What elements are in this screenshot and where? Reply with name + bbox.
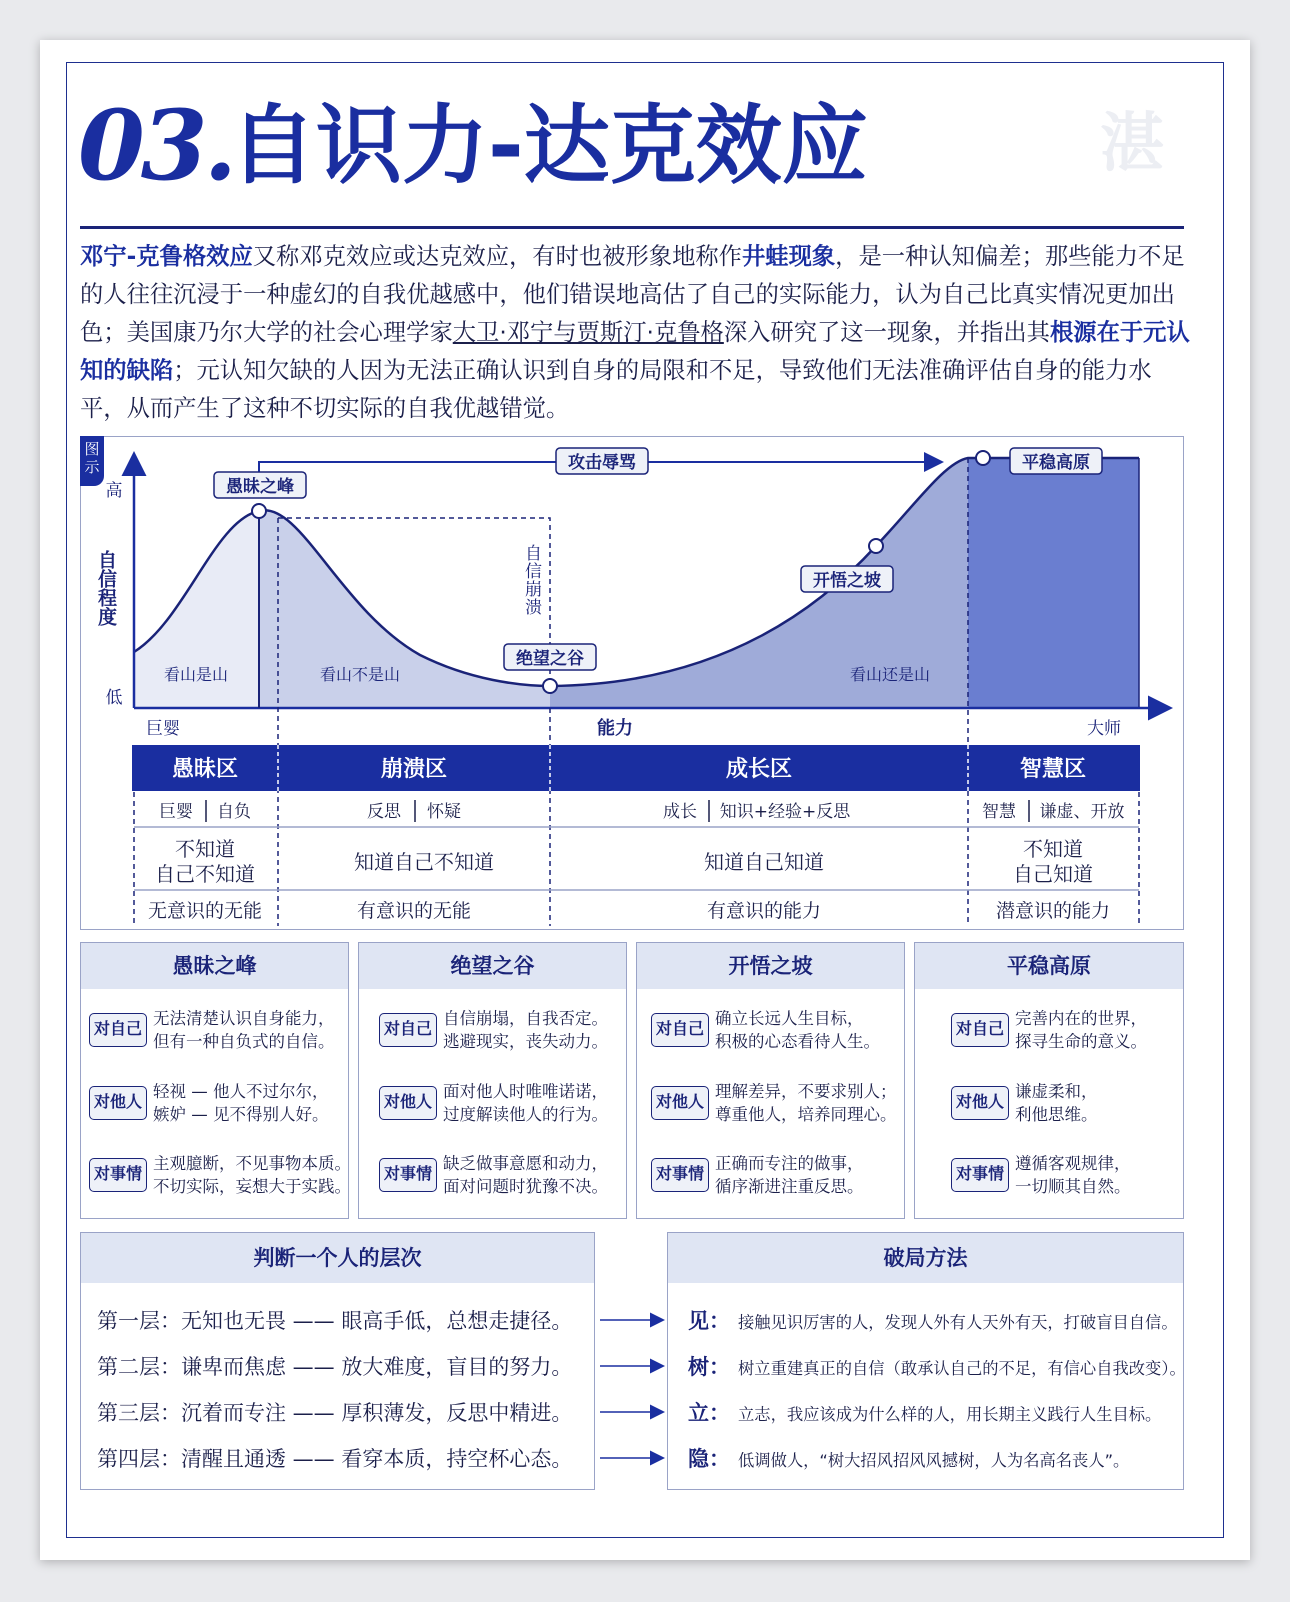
intro-bold-1: 邓宁-克鲁格效应 (80, 243, 253, 270)
panel-title: 开悟之坡 (637, 943, 904, 989)
method-item (688, 1305, 1178, 1335)
collapse-label-text: 自信崩溃 (521, 544, 541, 616)
method-text: 接触见识厉害的人，发现人外有人天外有天，打破盲目自信。 (738, 1313, 1178, 1332)
zone-ability-1: 无意识的无能 (147, 900, 263, 922)
peak-point (252, 504, 266, 518)
region-text-3: 看山还是山 (849, 665, 931, 684)
intro-text-2: ，是一种认知偏差；那些能力不足的人往往沉浸于一种虚幻的自我优越感中，他们错误地高估了自己的实际能力，认为自己比真实情况更加出色；美国康乃尔大学的社会心理学家 (80, 243, 1185, 346)
level-item: 第二层：谦卑而焦虑 —— 放大难度，盲目的努力。 (97, 1355, 573, 1379)
valley-point (543, 679, 557, 693)
page-title: 自识力-达克效应 (230, 96, 868, 196)
levels-panel (80, 1232, 595, 1490)
panel-row (651, 1001, 900, 1061)
row-text: 确立长远人生目标， 积极的心态看待人生。 (715, 1009, 880, 1051)
y-low-label: 低 (105, 688, 123, 708)
level-item: 第三层：沉着而专注 —— 厚积薄发，反思中精进。 (97, 1401, 573, 1425)
panel-title: 平稳高原 (915, 943, 1183, 989)
panel-row (951, 1001, 1179, 1061)
y-high-label: 高 (105, 481, 123, 501)
zone-desc-2a: 反思 (367, 802, 401, 822)
self-chip: 对自己 (651, 1013, 709, 1047)
row-text: 理解差异，不要求别人； 尊重他人，培养同理心。 (715, 1082, 897, 1124)
row-text: 面对他人时唯唯诺诺， 过度解读他人的行为。 (443, 1082, 608, 1124)
self-chip: 对自己 (379, 1013, 437, 1047)
zone-name-4: 智慧区 (1019, 757, 1087, 782)
zone-ability-4: 潜意识的能力 (995, 900, 1111, 922)
zone-know-1b: 自己不知道 (155, 862, 255, 886)
row-text: 自信崩塌，自我否定。 逃避现实，丧失动力。 (443, 1009, 608, 1051)
zone-name-3: 成长区 (725, 757, 793, 782)
level-arrows (590, 1300, 670, 1480)
level-item: 第四层：清醒且通透 —— 看穿本质，持空杯心态。 (97, 1447, 573, 1471)
panel-row (89, 1001, 344, 1061)
slope-point (869, 539, 883, 553)
panel-plateau (914, 942, 1184, 1219)
method-key: 见： (688, 1309, 730, 1333)
zone-know-3: 知道自己知道 (704, 850, 824, 874)
panel-row (951, 1146, 1179, 1206)
panel-valley (358, 942, 627, 1219)
things-chip: 对事情 (651, 1158, 709, 1192)
method-item (688, 1351, 1186, 1381)
zone-desc-2b: 怀疑 (427, 802, 461, 822)
panel-slope (636, 942, 905, 1219)
zone-header-bar (132, 745, 1140, 791)
self-chip: 对自己 (89, 1013, 147, 1047)
method-item (688, 1397, 1161, 1427)
zone-desc-3a: 成长 (663, 802, 697, 822)
methods-title: 破局方法 (668, 1233, 1183, 1283)
row-text: 正确而专注的做事， 循序渐进注重反思。 (715, 1154, 864, 1196)
others-chip: 对他人 (951, 1086, 1009, 1120)
plateau-label: 平稳高原 (1022, 453, 1090, 473)
method-key: 立： (688, 1401, 730, 1425)
slope-label: 开悟之坡 (813, 571, 881, 591)
panel-title: 绝望之谷 (359, 943, 626, 989)
method-text: 低调做人，“树大招风招风风撼树，人为名高名丧人”。 (738, 1451, 1130, 1470)
x-axis-label: 能力 (597, 718, 633, 739)
zone-name-1: 愚昧区 (171, 757, 239, 782)
zone-area-wisdom (968, 458, 1139, 708)
zone-know-4a: 不知道 (1023, 837, 1083, 861)
zone-name-2: 崩溃区 (380, 757, 448, 782)
zone-desc-4b: 谦虚、开放 (1039, 802, 1125, 822)
zone-desc-4a: 智慧 (982, 802, 1016, 822)
panel-title: 愚昧之峰 (81, 943, 348, 989)
row-text: 遵循客观规律， 一切顺其自然。 (1015, 1154, 1131, 1196)
region-text-1: 看山是山 (163, 665, 229, 684)
panel-row (951, 1074, 1179, 1134)
y-axis-label-text: 自信程度 (95, 550, 117, 626)
zone-desc-1a: 巨婴 (159, 802, 193, 822)
section-number: 03. (78, 89, 234, 202)
row-text: 无法清楚认识自身能力， 但有一种自负式的自信。 (153, 1009, 335, 1051)
things-chip: 对事情 (89, 1158, 147, 1192)
method-item (688, 1443, 1129, 1473)
panel-row (379, 1146, 622, 1206)
method-text: 立志，我应该成为什么样的人，用长期主义践行人生目标。 (738, 1405, 1162, 1424)
zone-ability-2: 有意识的无能 (356, 900, 472, 922)
row-text: 主观臆断，不见事物本质。 不切实际，妄想大于实践。 (153, 1154, 351, 1196)
region-text-2: 看山不是山 (319, 665, 401, 684)
panel-row (379, 1074, 622, 1134)
row-text: 谦虚柔和， 利他思维。 (1015, 1082, 1098, 1124)
intro-bold-3: 根源在于元认知的缺陷 (80, 319, 1190, 384)
x-end-label: 大师 (1087, 719, 1121, 739)
panel-row (379, 1001, 622, 1061)
intro-bold-2: 井蛙现象 (741, 243, 836, 270)
others-chip: 对他人 (651, 1086, 709, 1120)
zone-desc-1b: 自负 (217, 802, 251, 822)
method-text: 树立重建真正的自信（敢承认自己的不足，有信心自我改变）。 (738, 1359, 1186, 1378)
things-chip: 对事情 (951, 1158, 1009, 1192)
row-text: 缺乏做事意愿和动力， 面对问题时犹豫不决。 (443, 1154, 608, 1196)
plateau-point (976, 451, 990, 465)
panel-row (89, 1146, 351, 1206)
others-chip: 对他人 (379, 1086, 437, 1120)
level-item: 第一层：无知也无畏 —— 眼高手低，总想走捷径。 (97, 1309, 573, 1333)
row-text: 完善内在的世界， 探寻生命的意义。 (1015, 1009, 1147, 1051)
attack-label: 攻击辱骂 (568, 453, 636, 473)
zone-know-2: 知道自己不知道 (354, 850, 494, 874)
row-text: 轻视 — 他人不过尔尔， 嫉妒 — 见不得别人好。 (153, 1082, 329, 1124)
zone-ability-3: 有意识的能力 (706, 900, 822, 922)
method-key: 隐： (688, 1447, 730, 1471)
brand-watermark: 湛 (1100, 107, 1164, 181)
panel-row (651, 1074, 900, 1134)
method-key: 树： (688, 1355, 730, 1379)
panel-row (651, 1146, 900, 1206)
self-chip: 对自己 (951, 1013, 1009, 1047)
things-chip: 对事情 (379, 1158, 437, 1192)
peak-label: 愚昧之峰 (226, 477, 294, 497)
intro-text-3: 深入研究了这一现象，并指出其 (723, 319, 1050, 346)
zone-know-4b: 自己知道 (1013, 862, 1093, 886)
intro-text-1: 又称邓克效应或达克效应，有时也被形象地称作 (252, 243, 742, 270)
others-chip: 对他人 (89, 1086, 147, 1120)
x-start-label: 巨婴 (146, 719, 180, 739)
panel-peak (80, 942, 349, 1219)
zone-know-1a: 不知道 (175, 837, 235, 861)
intro-text-4: ；元认知欠缺的人因为无法正确认识到自身的局限和不足，导致他们无法准确评估自身的能力水平，从而产生了这种不切实际的自我优越错觉。 (80, 357, 1152, 422)
valley-label: 绝望之谷 (516, 649, 584, 669)
zone-desc-3b: 知识+经验+反思 (719, 802, 851, 822)
panel-row (89, 1074, 344, 1134)
y-axis-label (95, 549, 117, 627)
collapse-label (521, 544, 542, 616)
intro-underline: 大卫·邓宁与贾斯汀·克鲁格 (452, 319, 724, 346)
methods-panel (667, 1232, 1184, 1490)
levels-title: 判断一个人的层次 (81, 1233, 594, 1283)
zone-area-collapse (259, 510, 550, 708)
diagram-tag: 图示 (80, 436, 104, 486)
